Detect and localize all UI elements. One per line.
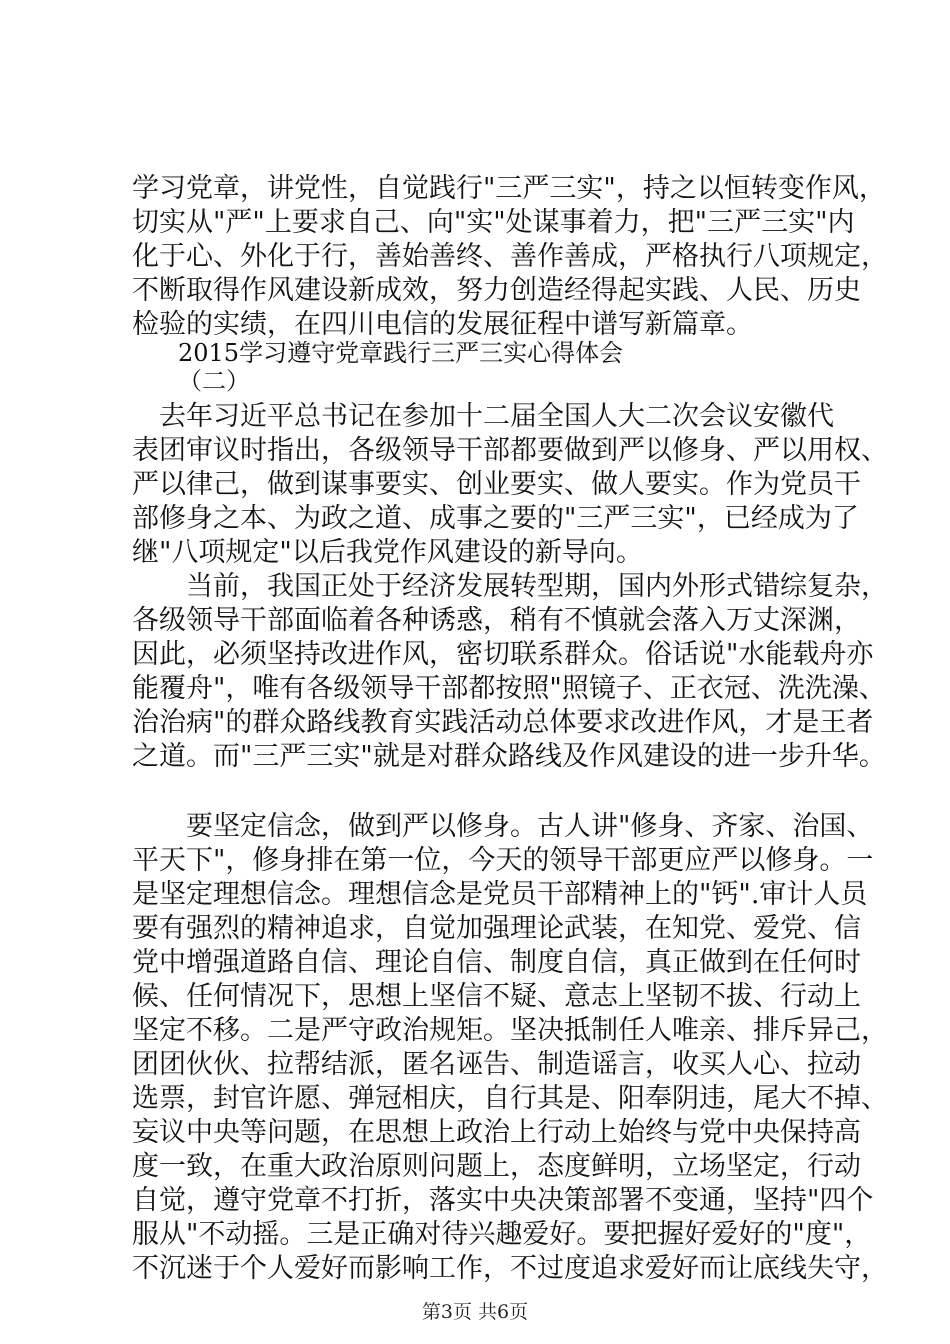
- paragraph-line: 检验的实绩，在四川电信的发展征程中谱写新篇章。: [132, 309, 753, 340]
- paragraph-line: 学习党章，讲党性，自觉践行"三严三实"，持之以恒转变作风，: [132, 173, 886, 204]
- paragraph-line: 切实从"严"上要求自己、向"实"处谋事着力，把"三严三实"内: [132, 207, 855, 238]
- paragraph-line: 治治病"的群众路线教育实践活动总体要求改进作风，才是王者: [132, 707, 874, 738]
- paragraph-line: 各级领导干部面临着各种诱惑，稍有不慎就会落入万丈深渊，: [132, 605, 861, 636]
- paragraph-line: 服从"不动摇。三是正确对待兴趣爱好。要把握好爱好的"度"，: [132, 1219, 872, 1250]
- paragraph-line: 选票，封官许愿、弹冠相庆，自行其是、阳奉阴违，尾大不掉、: [132, 1083, 888, 1114]
- paragraph-line: 能覆舟"，唯有各级领导干部都按照"照镜子、正衣冠、洗洗澡、: [132, 673, 886, 704]
- page-number: 第3页 共6页: [421, 1301, 529, 1323]
- paragraph-line: 坚定不移。二是严守政治规矩。坚决抵制任人唯亲、排斥异己，: [132, 1015, 888, 1046]
- article-title: 2015学习遵守党章践行三严三实心得体会: [178, 339, 624, 367]
- paragraph-line: 度一致，在重大政治原则问题上，态度鲜明，立场坚定，行动: [132, 1151, 861, 1182]
- paragraph-line: 要坚定信念，做到严以修身。古人讲"修身、齐家、治国、: [132, 811, 874, 842]
- paragraph-line: 继"八项规定"以后我党作风建设的新导向。: [132, 537, 643, 568]
- paragraph-line: 要有强烈的精神追求，自觉加强理论武装，在知党、爱党、信: [132, 913, 861, 944]
- paragraph-line: 平天下"，修身排在第一位，今天的领导干部更应严以修身。一: [132, 845, 874, 876]
- paragraph-line: 部修身之本、为政之道、成事之要的"三严三实"，已经成为了: [132, 503, 859, 534]
- paragraph-line: 候、任何情况下，思想上坚信不疑、意志上坚韧不拔、行动上: [132, 981, 861, 1012]
- paragraph-line: 妄议中央等问题，在思想上政治上行动上始终与党中央保持高: [132, 1117, 861, 1148]
- paragraph-line: 党中增强道路自信、理论自信、制度自信，真正做到在任何时: [132, 947, 861, 978]
- article-subtitle: （二）: [178, 367, 250, 395]
- paragraph-line: 当前，我国正处于经济发展转型期，国内外形式错综复杂，: [132, 571, 888, 602]
- paragraph-line: 之道。而"三严三实"就是对群众路线及作风建设的进一步升华。: [132, 741, 886, 772]
- paragraph-line: 是坚定理想信念。理想信念是党员干部精神上的"钙".审计人员: [132, 879, 868, 910]
- paragraph-line: 不沉迷于个人爱好而影响工作，不过度追求爱好而让底线失守，: [132, 1253, 888, 1284]
- paragraph-line: 化于心、外化于行，善始善终、善作善成，严格执行八项规定，: [132, 241, 888, 272]
- paragraph-line: 团团伙伙、拉帮结派，匿名诬告、制造谣言，收买人心、拉动: [132, 1049, 861, 1080]
- paragraph-line: 不断取得作风建设新成效，努力创造经得起实践、人民、历史: [132, 275, 861, 306]
- paragraph-line: 去年习近平总书记在参加十二届全国人大二次会议安徽代: [132, 401, 834, 432]
- paragraph-line: 自觉，遵守党章不打折，落实中央决策部署不变通，坚持"四个: [132, 1185, 874, 1216]
- paragraph-line: 严以律己，做到谋事要实、创业要实、做人要实。作为党员干: [132, 469, 861, 500]
- paragraph-line: 表团审议时指出，各级领导干部都要做到严以修身、严以用权、: [132, 435, 888, 466]
- paragraph-line: 因此，必须坚持改进作风，密切联系群众。俗话说"水能载舟亦: [132, 639, 874, 670]
